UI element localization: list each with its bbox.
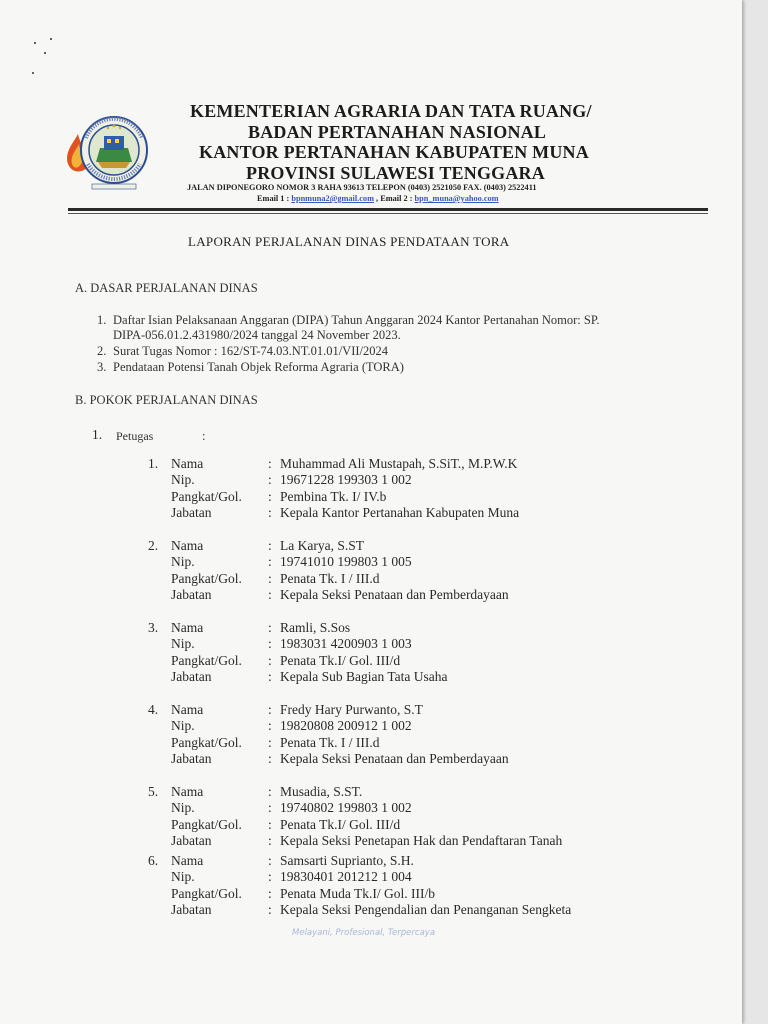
officer-colon: :: [268, 816, 272, 832]
officer-jabatan-label: Jabatan: [171, 901, 212, 917]
header-address: JALAN DIPONEGORO NOMOR 3 RAHA 93613 TELEPON (0403) 2521050 FAX. (0403) 2522411: [187, 183, 537, 192]
officer-number: 6.: [148, 853, 159, 868]
email1-link[interactable]: bpnmuna2@gmail.com: [291, 194, 374, 203]
officer-pangkat-value: Penata Muda Tk.I/ Gol. III/b: [280, 885, 435, 901]
officer-jabatan-value: Kepala Kantor Pertanahan Kabupaten Muna: [280, 504, 520, 520]
officer-nama-label: Nama: [171, 784, 204, 799]
officer-colon: :: [268, 456, 272, 471]
officer-jabatan-value: Kepala Seksi Penataan dan Pemberdayaan: [280, 586, 509, 602]
officer-nama-value: Muhammad Ali Mustapah, S.SiT., M.P.W.K: [280, 456, 518, 471]
petugas-colon: :: [202, 429, 206, 443]
officer-colon: :: [268, 668, 272, 684]
officer-pangkat-label: Pangkat/Gol.: [171, 652, 242, 668]
email-separator: , Email 2 :: [373, 194, 415, 203]
officer-colon: :: [268, 718, 272, 734]
officer-nama-label: Nama: [171, 702, 204, 717]
footer-motto: Melayani, Profesional, Terpercaya: [292, 928, 436, 938]
officer-number: 3.: [148, 620, 159, 635]
header-line-agency: BADAN PERTANAHAN NASIONAL: [248, 122, 547, 142]
officer-nip-label: Nip.: [171, 554, 195, 570]
petugas-label: Petugas: [116, 429, 154, 443]
officer-colon: :: [268, 504, 272, 520]
section-a-item-text-cont: DIPA-056.01.2.431980/2024 tanggal 24 November 2023.: [113, 328, 401, 342]
officer-nip-value: 19830401 201212 1 004: [280, 869, 412, 885]
petugas-num: 1.: [92, 427, 103, 442]
officer-colon: :: [268, 488, 272, 504]
report-title: LAPORAN PERJALANAN DINAS PENDATAAN TORA: [188, 234, 510, 249]
header-divider-thin: [68, 213, 708, 214]
officer-pangkat-value: Penata Tk.I/ Gol. III/d: [280, 816, 401, 832]
officer-number: 4.: [148, 702, 159, 717]
officer-number: 2.: [148, 538, 159, 553]
officer-nama-value: Fredy Hary Purwanto, S.T: [280, 702, 423, 717]
section-a-item-text: Surat Tugas Nomor : 162/ST-74.03.NT.01.01/VII/2024: [113, 344, 389, 358]
officer-colon: :: [268, 554, 272, 570]
officer-nama-label: Nama: [171, 853, 204, 868]
officer-pangkat-value: Penata Tk. I / III.d: [280, 570, 380, 586]
officer-jabatan-value: Kepala Seksi Penataan dan Pemberdayaan: [280, 750, 509, 766]
section-a-item-text: Pendataan Potensi Tanah Objek Reforma Agraria (TORA): [113, 360, 404, 374]
officer-colon: :: [268, 472, 272, 488]
officer-colon: :: [268, 620, 272, 635]
header-line-ministry: KEMENTERIAN AGRARIA DAN TATA RUANG/: [190, 101, 592, 121]
officer-nip-label: Nip.: [171, 800, 195, 816]
officer-number: 5.: [148, 784, 159, 799]
header-line-province: PROVINSI SULAWESI TENGGARA: [246, 163, 545, 183]
officer-jabatan-value: Kepala Seksi Pengendalian dan Penanganan Sengketa: [280, 901, 572, 917]
officer-colon: :: [268, 832, 272, 848]
officer-nip-label: Nip.: [171, 718, 195, 734]
officer-jabatan-label: Jabatan: [171, 832, 212, 848]
scan-speck: [34, 42, 36, 44]
officer-pangkat-value: Penata Tk.I/ Gol. III/d: [280, 652, 401, 668]
header-divider-thick: [68, 208, 708, 211]
officer-number: 1.: [148, 456, 159, 471]
officer-pangkat-label: Pangkat/Gol.: [171, 885, 242, 901]
section-a-item-num: 3.: [97, 360, 107, 374]
officer-colon: :: [268, 750, 272, 766]
officer-colon: :: [268, 853, 272, 868]
section-b-heading: B. POKOK PERJALANAN DINAS: [75, 393, 258, 407]
officer-nama-value: Samsarti Suprianto, S.H.: [280, 853, 414, 868]
bpn-logo-icon: [62, 112, 158, 192]
officer-nama-value: Ramli, S.Sos: [280, 620, 351, 635]
header-line-office: KANTOR PERTANAHAN KABUPATEN MUNA: [199, 142, 589, 162]
officer-colon: :: [268, 652, 272, 668]
officer-jabatan-label: Jabatan: [171, 504, 212, 520]
officer-jabatan-label: Jabatan: [171, 750, 212, 766]
officer-jabatan-value: Kepala Seksi Penetapan Hak dan Pendaftaran Tanah: [280, 832, 563, 848]
section-a-item-num: 1.: [97, 313, 107, 327]
section-a-heading: A. DASAR PERJALANAN DINAS: [75, 281, 258, 295]
header-email-line: [257, 194, 499, 203]
officer-pangkat-label: Pangkat/Gol.: [171, 816, 242, 832]
officer-nama-label: Nama: [171, 538, 204, 553]
officer-nip-value: 1983031 4200903 1 003: [280, 636, 412, 652]
officer-pangkat-label: Pangkat/Gol.: [171, 570, 242, 586]
email2-link[interactable]: bpn_muna@yahoo.com: [414, 194, 499, 203]
officer-jabatan-label: Jabatan: [171, 668, 212, 684]
officer-nip-value: 19671228 199303 1 002: [280, 472, 412, 488]
officer-colon: :: [268, 885, 272, 901]
officer-pangkat-value: Penata Tk. I / III.d: [280, 734, 380, 750]
officer-colon: :: [268, 538, 272, 553]
officer-jabatan-label: Jabatan: [171, 586, 212, 602]
officer-colon: :: [268, 702, 272, 717]
officer-colon: :: [268, 869, 272, 885]
officer-jabatan-value: Kepala Sub Bagian Tata Usaha: [280, 668, 448, 684]
officer-nip-label: Nip.: [171, 472, 195, 488]
officer-nip-label: Nip.: [171, 869, 195, 885]
section-a-item-text: Daftar Isian Pelaksanaan Anggaran (DIPA) Tahun Anggaran 2024 Kantor Pertanahan Nomor: SP.: [113, 313, 600, 327]
officer-nama-label: Nama: [171, 620, 204, 635]
scan-speck: [50, 38, 52, 40]
officer-colon: :: [268, 800, 272, 816]
section-a-item-num: 2.: [97, 344, 107, 358]
officer-colon: :: [268, 784, 272, 799]
officer-nama-label: Nama: [171, 456, 204, 471]
officer-nip-value: 19820808 200912 1 002: [280, 718, 412, 734]
email1-prefix: Email 1 :: [257, 194, 292, 203]
officer-colon: :: [268, 636, 272, 652]
officer-pangkat-value: Pembina Tk. I/ IV.b: [280, 488, 387, 504]
officer-pangkat-label: Pangkat/Gol.: [171, 734, 242, 750]
officer-nip-value: 19740802 199803 1 002: [280, 800, 412, 816]
officer-nip-value: 19741010 199803 1 005: [280, 554, 412, 570]
officer-nip-label: Nip.: [171, 636, 195, 652]
officer-colon: :: [268, 734, 272, 750]
officer-nama-value: Musadia, S.ST.: [280, 784, 363, 799]
scan-speck: [32, 72, 34, 74]
scan-speck: [44, 52, 46, 54]
officer-colon: :: [268, 901, 272, 917]
officer-nama-value: La Karya, S.ST: [280, 538, 364, 553]
officer-colon: :: [268, 586, 272, 602]
officer-pangkat-label: Pangkat/Gol.: [171, 488, 242, 504]
officer-colon: :: [268, 570, 272, 586]
